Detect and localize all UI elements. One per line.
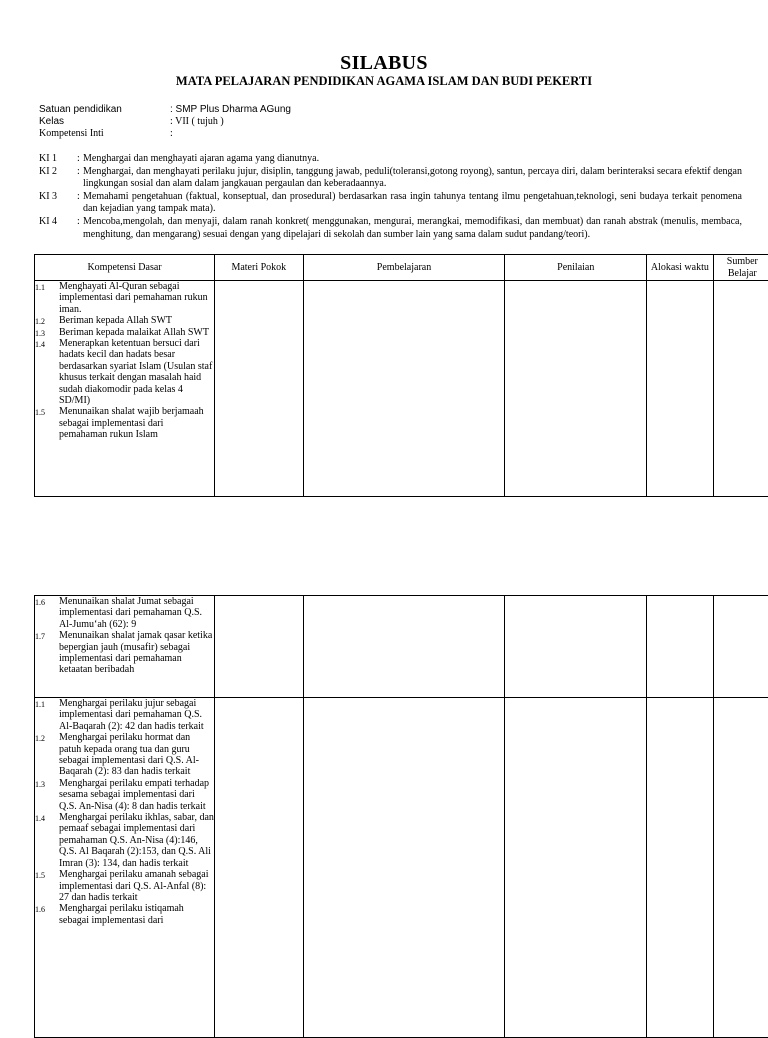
ki-item: [39, 191, 742, 216]
kd-item: [35, 812, 214, 869]
penilaian-cell: [505, 596, 647, 698]
kd-text: Menghargai perilaku hormat dan patuh kepada orang tua dan guru sebagai implementasi dari Q.S. Al-Baqarah (2): 83 dan hadis terkait: [59, 732, 199, 777]
sumber-cell: [713, 596, 768, 698]
kd-number: 1.7: [35, 631, 45, 642]
kd-number: 1.5: [35, 870, 45, 881]
kd-item: [35, 732, 214, 778]
kd-text: Menghargai perilaku jujur sebagai implementasi dari pemahaman Q.S. Al-Baqarah (2): 42 dan hadis terkait: [59, 698, 204, 732]
pembelajaran-cell: [303, 698, 505, 1038]
col-header-pembelajaran: Pembelajaran: [303, 255, 505, 281]
kompetensi-cell: [35, 698, 215, 1038]
kd-text: Menghayati Al-Quran sebagai implementasi dari pemahaman rukun iman.: [59, 281, 208, 315]
ki-code: KI 1: [39, 153, 57, 166]
kd-item: [35, 596, 214, 630]
identity-satuan-value: : SMP Plus Dharma AGung: [170, 104, 291, 117]
identity-ki-value: :: [170, 128, 173, 141]
kd-text: Menghargai perilaku ikhlas, sabar, dan pemaaf sebagai implementasi dari pemahaman Q.S. An-Nisa (4):146, Q.S. Al Baqarah (2):153, dan Q.S. Ali Imran (3): 134, dan hadis terkait: [59, 812, 214, 869]
kompetensi-cell: [35, 596, 215, 698]
kd-number: 1.6: [35, 904, 45, 915]
kd-number: 1.4: [35, 339, 45, 350]
syllabus-table-2: [34, 595, 768, 1038]
alokasi-cell: [647, 281, 714, 497]
kd-text: Beriman kepada malaikat Allah SWT: [59, 327, 209, 338]
identity-kelas-label: Kelas: [39, 116, 64, 129]
kd-text: Menerapkan ketentuan bersuci dari hadats kecil dan hadats besar berdasarkan syariat Islam (Usulan staf khusus terkait dengan masalah haid sudah diakomodir pada kelas 4 SD/MI): [59, 338, 212, 406]
col-header-penilaian: Penilaian: [505, 255, 647, 281]
kd-item: [35, 281, 214, 315]
materi-cell: [215, 281, 303, 497]
ki-text: Menghargai, dan menghayati perilaku jujur, disiplin, tanggung jawab, peduli(toleransi,gotong royong), santun, percaya diri, dalam berinteraksi secara efektif dengan lingkungan sosial dan alam dalam jangkauan pergaulan dan keberadaannya.: [83, 166, 742, 191]
alokasi-cell: [647, 698, 714, 1038]
document-subtitle: MATA PELAJARAN PENDIDIKAN AGAMA ISLAM DAN BUDI PEKERTI: [0, 74, 768, 89]
ki-item: [39, 153, 742, 166]
identity-kelas-value: : VII ( tujuh ): [170, 116, 224, 129]
materi-cell: [215, 698, 303, 1038]
col-header-kompetensi: Kompetensi Dasar: [35, 255, 215, 281]
table-row: [35, 698, 768, 1038]
kd-text: Beriman kepada Allah SWT: [59, 315, 172, 326]
kd-text: Menunaikan shalat Jumat sebagai implementasi dari pemahaman Q.S. Al-Jumu‘ah (62): 9: [59, 596, 202, 630]
identity-ki-label: Kompetensi Inti: [39, 128, 104, 141]
kd-number: 1.4: [35, 813, 45, 824]
kd-number: 1.1: [35, 282, 45, 293]
kd-item: [35, 903, 214, 926]
ki-item: [39, 166, 742, 191]
kd-item: [35, 327, 214, 338]
kd-number: 1.2: [35, 733, 45, 744]
kd-item: [35, 406, 214, 440]
ki-colon: :: [77, 166, 80, 179]
ki-colon: :: [77, 216, 80, 229]
sumber-cell: [713, 281, 768, 497]
ki-code: KI 2: [39, 166, 57, 179]
ki-text: Menghargai dan menghayati ajaran agama yang dianutnya.: [83, 153, 742, 166]
identity-satuan-label: Satuan pendidikan: [39, 104, 122, 117]
penilaian-cell: [505, 281, 647, 497]
kd-text: Menghargai perilaku empati terhadap sesama sebagai implementasi dari Q.S. An-Nisa (4): 8 dan hadis terkait: [59, 778, 209, 812]
col-header-sumber: Sumber Belajar: [713, 255, 768, 281]
ki-code: KI 4: [39, 216, 57, 229]
penilaian-cell: [505, 698, 647, 1038]
table-row: [35, 596, 768, 698]
kd-item: [35, 630, 214, 676]
pembelajaran-cell: [303, 281, 505, 497]
kompetensi-cell: [35, 281, 215, 497]
kd-item: [35, 698, 214, 732]
col-header-alokasi: Alokasi waktu: [647, 255, 714, 281]
kd-text: Menghargai perilaku amanah sebagai implementasi dari Q.S. Al-Anfal (8): 27 dan hadis terkait: [59, 869, 208, 903]
ki-list: [39, 153, 742, 241]
kd-item: [35, 869, 214, 903]
kd-number: 1.5: [35, 407, 45, 418]
kd-item: [35, 315, 214, 326]
kd-number: 1.1: [35, 699, 45, 710]
syllabus-table-1: [34, 254, 768, 497]
ki-text: Mencoba,mengolah, dan menyaji, dalam ranah konkret( menggunakan, mengurai, merangkai, memodifikasi, dan membuat) dan ranah abstrak (menulis, membaca, menghitung, dan mengarang) sesuai dengan yang dipelajari di sekolah dan sumber lain yang sama dalam sudut pandang/teori).: [83, 216, 742, 241]
alokasi-cell: [647, 596, 714, 698]
kd-item: [35, 778, 214, 812]
kd-text: Menunaikan shalat jamak qasar ketika bepergian jauh (musafir) sebagai implementasi dari pemahaman ketaatan beribadah: [59, 630, 212, 675]
kd-number: 1.6: [35, 597, 45, 608]
kd-number: 1.3: [35, 328, 45, 339]
ki-colon: :: [77, 153, 80, 166]
materi-cell: [215, 596, 303, 698]
sumber-cell: [713, 698, 768, 1038]
ki-colon: :: [77, 191, 80, 204]
ki-code: KI 3: [39, 191, 57, 204]
document-title: SILABUS: [0, 52, 768, 75]
table-row: [35, 281, 768, 497]
kd-item: [35, 338, 214, 406]
kd-number: 1.2: [35, 316, 45, 327]
pembelajaran-cell: [303, 596, 505, 698]
table-header-row: [35, 255, 768, 281]
col-header-materi: Materi Pokok: [215, 255, 303, 281]
kd-text: Menunaikan shalat wajib berjamaah sebagai implementasi dari pemahaman rukun Islam: [59, 406, 204, 440]
ki-text: Memahami pengetahuan (faktual, konseptual, dan prosedural) berdasarkan rasa ingin tahunya tentang ilmu pengetahuan,teknologi, seni budaya terkait penomena dan kejadian yang tampak mata).: [83, 191, 742, 216]
ki-item: [39, 216, 742, 241]
kd-number: 1.3: [35, 779, 45, 790]
kd-text: Menghargai perilaku istiqamah sebagai implementasi dari: [59, 903, 184, 925]
